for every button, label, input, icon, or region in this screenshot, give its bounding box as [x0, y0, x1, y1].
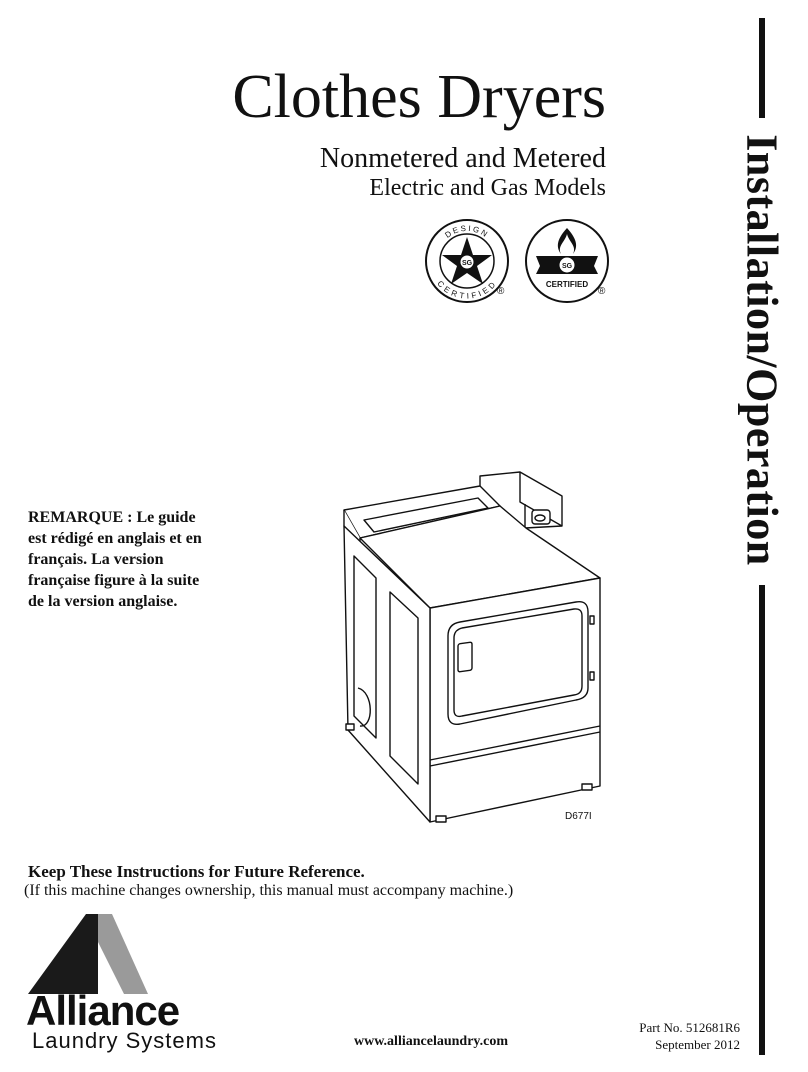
keep-instructions-note: (If this machine changes ownership, this manual must accompany machine.)	[24, 882, 514, 899]
french-note	[28, 507, 218, 612]
dryer-illustration	[330, 466, 610, 832]
svg-text:SG: SG	[561, 263, 573, 270]
logo-wordmark: Alliance	[26, 987, 180, 1034]
svg-text:CERTIFIED	[435, 279, 498, 301]
website-link[interactable]: www.alliancelaundry.com	[354, 1034, 509, 1049]
side-bar-bottom	[759, 585, 765, 1055]
keep-instructions-title: Keep These Instructions for Future Reference.	[28, 862, 365, 881]
logo-tagline: Laundry Systems	[32, 1028, 217, 1053]
seal-top-text: DESIGN	[443, 223, 491, 240]
side-bar-top	[759, 18, 765, 118]
part-number: Part No. 512681R6	[639, 1020, 740, 1035]
publication-date: September 2012	[655, 1037, 740, 1052]
french-note-separator: :	[123, 509, 137, 526]
seal-bottom-text: CERTIFIED	[435, 279, 499, 301]
registered-mark: ®	[598, 286, 606, 297]
subtitle-models: Electric and Gas Models	[369, 175, 606, 201]
figure-code: D677I	[565, 811, 592, 822]
subtitle-metering: Nonmetered and Metered	[319, 143, 606, 174]
flame-seal-text: CERTIFIED	[545, 280, 589, 289]
page-title: Clothes Dryers	[232, 63, 606, 131]
french-note-label: REMARQUE	[28, 509, 124, 526]
side-title: Installation/Operation	[737, 134, 787, 566]
svg-text:SG: SG	[461, 260, 473, 267]
registered-mark: ®	[497, 286, 505, 297]
french-note-text: Le guide est rédigé en anglais et en français. La version française figure à la suite de la version anglaise.	[28, 509, 202, 610]
